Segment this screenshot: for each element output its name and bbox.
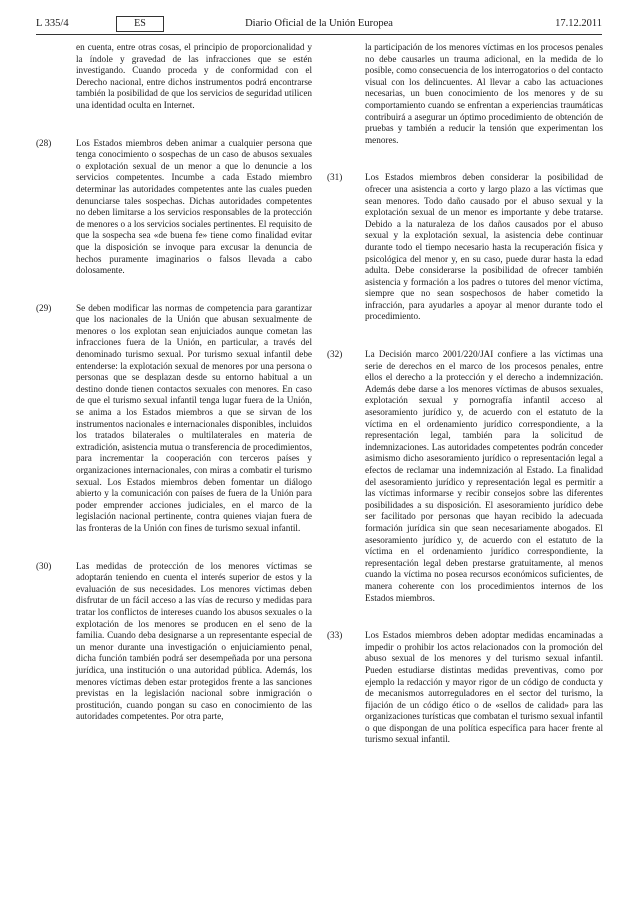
recital-number: (33) [327,630,343,641]
publication-date: 17.12.2011 [555,18,602,29]
recital-text: Las medidas de protección de los menores víctimas se adoptarán teniendo en cuenta el interés superior de estos y la evaluación de sus necesidades. Los menores víctimas deben disfrutar de un fácil acceso a las vías de recurso y medidas para tratar los conflictos de intereses cuando los abusos sexuales o la explotación de los menores se producen en el seno de la familia. Cuando deba designarse a un representante especial de un menor durante una investigación o enjuiciamiento penal, dicha función también podrá ser desempeñada por una persona jurídica, una institución o una autoridad pública. Además, los menores víctimas deben estar protegidos frente a las sanciones previstas en la legislación nacional sobre inmigración o prostitución, cuando pongan su caso en conocimiento de las autoridades competentes. Por otra parte, [76,560,312,722]
language-code-box: ES [116,16,164,32]
recital-28 [36,138,312,277]
recital-33 [327,630,603,746]
recital-29 [36,303,312,535]
recital-number: (30) [36,560,52,571]
recital-31 [327,172,603,323]
continued-paragraph [327,42,603,146]
recital-text: Se deben modificar las normas de competencia para garantizar que los nacionales de la Unión que abusan sexualmente de menores o los explotan sean enjuiciados aunque cometan las infracciones fuera de la Unión, en particular, a través del denominado turismo sexual. Por turismo sexual infantil debe entenderse: la explotación sexual de menores por una persona o personas que se desplazan desde su entorno habitual a un destino donde tienen contactos sexuales con menores. En caso de que el turismo sexual infantil tenga lugar fuera de la Unión, se anima a los Estados miembros a que se sirvan de los instrumentos nacionales e internacionales disponibles, incluidos los tratados bilaterales o multilaterales en materia de extradición, asistencia mutua o transferencia de procedimientos, para incrementar la cooperación con terceros países y organizaciones internacionales, con miras a combatir el turismo sexual. Los Estados miembros deben fomentar un diálogo abierto y la comunicación con países de fuera de la Unión para poder emprender acciones judiciales, en el marco de la legislación nacional pertinente, contra quienes viajan fuera de las fronteras de la Unión con fines de turismo sexual infantil. [76,302,312,533]
recital-text: La Decisión marco 2001/220/JAI confiere a las víctimas una serie de derechos en el marco de los procesos penales, entre ellos el derecho a la protección y el derecho a indemnización. Además debe darse a los menores víctimas de abusos sexuales, explotación sexual y pornografía infantil acceso al asesoramiento jurídico y, de acuerdo con el estatuto de la víctima en el ordenamiento jurídico correspondiente, a la representación legal, también para la solicitud de indemnizaciones. Las autoridades competentes podrán conceder asimismo dicho asesoramiento jurídico o representación legal a efectos de reclamar una indemnización al Estado. La finalidad del asesoramiento jurídico y representación legal es permitir a las víctimas informarse y recibir consejos sobre las diferentes posibilidades a su disposición. El asesoramiento jurídico debe ser facilitado por personas que hayan recibido la adecuada formación jurídica sin que sean necesariamente abogados. El asesoramiento jurídico y, de acuerdo con el estatuto de la víctima en el ordenamiento jurídico correspondiente, la representación legal deben prestarse gratuitamente, al menos cuando la víctima no posea recursos económicos suficientes, de manera coherente con los procedimientos internos de los Estados miembros. [365,349,603,603]
recital-text: Los Estados miembros deben considerar la posibilidad de ofrecer una asistencia a corto y largo plazo a las víctimas que sean menores. Todo daño causado por el abuso sexual y la explotación sexual de un menor es importante y debe tratarse. Debido a la naturaleza de los daños causados por el abuso sexual y la explotación sexual, la asistencia debe continuar durante todo el tiempo necesario hasta la recuperación física y psicológica del menor y, en su caso, puede durar hasta la edad adulta. Debe considerarse la posibilidad de ofrecer también asistencia y formación a los padres o tutores del menor víctima, siempre que no sean sospechosos de haber cometido la infracción, para ayudarles a apoyar al menor durante todo el procedimiento. [365,172,603,322]
recital-number: (32) [327,349,343,360]
recital-32 [327,349,603,604]
journal-title: Diario Oficial de la Unión Europea [245,18,393,29]
recital-30 [36,561,312,723]
paragraph-text: la participación de los menores víctimas en los procesos penales no debe causarles un trauma adicional, en la medida de lo posible, como consecuencia de los interrogatorios o del contacto visual con los delincuentes. Al llevar a cabo las actuaciones necesarias, un buen conocimiento de los menores y de su comportamiento cuando se enfrentan a experiencias traumáticas contribuirá a asegurar un óptimo procedimiento de obtención de pruebas y también a reducir la tensión que experimentan los menores. [365,42,603,145]
continued-paragraph [36,42,312,112]
left-column [36,42,312,749]
recital-text: Los Estados miembros deben animar a cualquier persona que tenga conocimiento o sospechas de un caso de abusos sexuales o explotación sexual de un menor a que lo denuncie a los servicios competentes. Incumbe a cada Estado miembro determinar las autoridades competentes ante las cuales pueden denunciarse tales sospechas. Dichas autoridades competentes no deben limitarse a los servicios responsables de la protección de menores o a los servicios sociales pertinentes. El requisito de que la sospecha sea «de buena fe» tiene como finalidad evitar que la disposición se invoque para excusar la denuncia de hechos puramente imaginarios o falsos llevada a cabo dolosamente. [76,137,312,276]
recital-number: (29) [36,302,52,313]
page-header [36,14,602,35]
recital-number: (28) [36,137,52,148]
page-reference: L 335/4 [36,18,69,29]
right-column [327,42,603,772]
recital-number: (31) [327,172,343,183]
paragraph-text: en cuenta, entre otras cosas, el principio de proporcionalidad y la índole y gravedad de las infracciones que se estén investigando. Cuando proceda y de conformidad con el Derecho nacional, entre dichos instrumentos podrá encontrarse también la posibilidad de que los servicios de seguridad utilicen una identidad oculta en Internet. [76,42,312,110]
recital-text: Los Estados miembros deben adoptar medidas encaminadas a impedir o prohibir los actos relacionados con la promoción del abuso sexual de los menores y del turismo sexual infantil. Pueden estudiarse distintas medidas preventivas, como por ejemplo la redacción y mayor rigor de un código de conducta y de mecanismos autorreguladores en el sector del turismo, la fijación de un código ético o de «sellos de calidad» para las organizaciones turísticas que combatan el turismo sexual infantil o que dispongan de una política específica para hacer frente al turismo sexual infantil. [365,630,603,745]
